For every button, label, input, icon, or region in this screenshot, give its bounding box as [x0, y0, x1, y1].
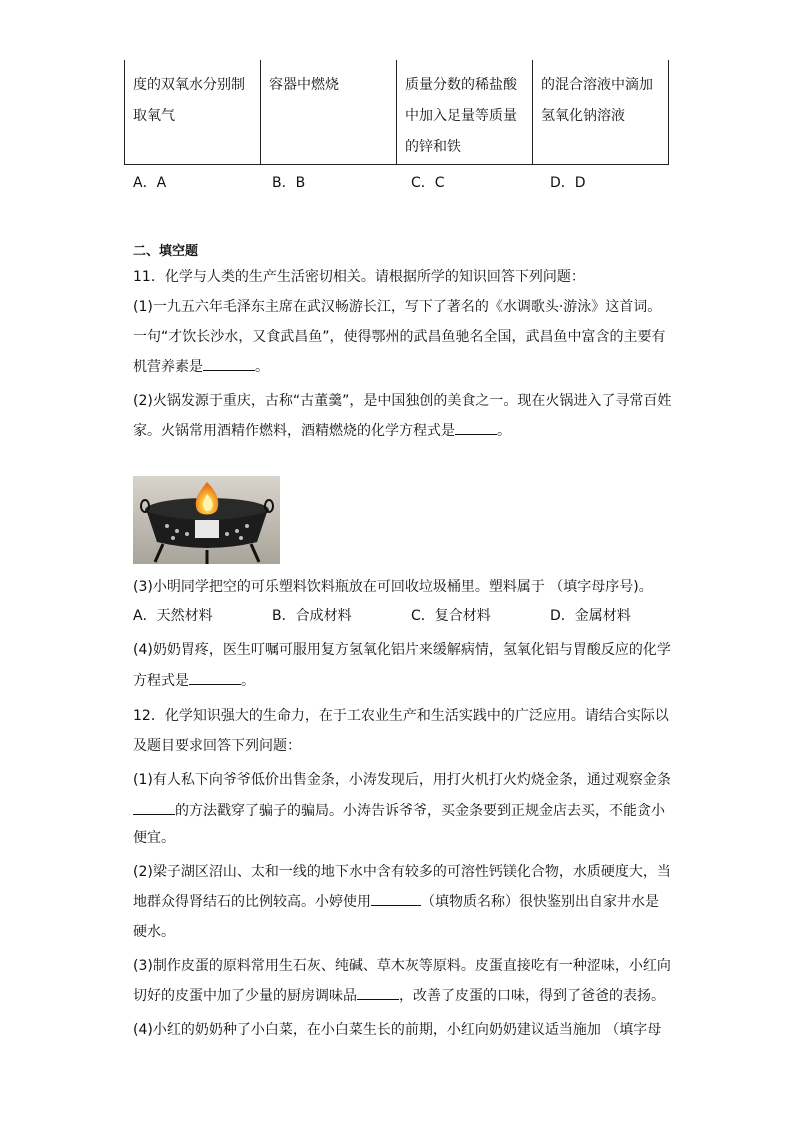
cell-line: 氢氧化钠溶液 [541, 108, 625, 124]
q12-p2-line3: 硬水。 [133, 924, 175, 940]
q11-p2-line2 [133, 416, 665, 446]
cell-line: 取氧气 [133, 108, 175, 124]
q12-p2-line2 [133, 887, 665, 917]
option-c[interactable]: C．C [411, 175, 445, 191]
options-table [124, 60, 669, 165]
q11-p4-line1: (4)奶奶胃疼，医生叮嘱可服用复方氢氧化铝片来缓解病情，氢氧化铝与胃酸反应的化学 [133, 642, 671, 658]
q11-p1-line2: 一句“才饮长沙水，又食武昌鱼”，使得鄂州的武昌鱼驰名全国，武昌鱼中富含的主要有 [133, 329, 666, 345]
cell-line: 的锌和铁 [405, 139, 461, 155]
q12-p3-line2 [133, 981, 665, 1011]
choice-b[interactable]: B．合成材料 [272, 608, 352, 624]
cell-line: 中加入足量等质量 [405, 108, 517, 124]
q12-p2-line1: (2)梁子湖区沼山、太和一线的地下水中含有较多的可溶性钙镁化合物，水质硬度大，当 [133, 864, 671, 880]
choice-a[interactable]: A．天然材料 [133, 608, 213, 624]
text: ，改善了皮蛋的口味，得到了爸爸的表扬。 [399, 988, 665, 1004]
table-cell-d [533, 60, 669, 165]
fire-pit-image [133, 476, 280, 564]
section-title: 二、填空题 [133, 244, 199, 259]
q11-p2-line1: (2)火锅发源于重庆，古称“古董羹”，是中国独创的美食之一。现在火锅进入了寻常百姓 [133, 393, 672, 409]
answer-blank[interactable] [357, 985, 399, 1000]
text: （填物质名称）很快鉴别出自家井水是 [421, 894, 659, 910]
option-a[interactable]: A．A [133, 175, 167, 191]
text: 地群众得肾结石的比例较高。小婷使用 [133, 894, 371, 910]
text: 方程式是 [133, 673, 189, 689]
q12-stem-line1: 12．化学知识强大的生命力，在于工农业生产和生活实践中的广泛应用。请结合实际以 [133, 708, 669, 724]
q12-p3-line1: (3)制作皮蛋的原料常用生石灰、纯碱、草木灰等原料。皮蛋直接吃有一种涩味，小红向 [133, 958, 671, 974]
table-cell-c [397, 60, 533, 165]
option-d[interactable]: D．D [550, 175, 586, 191]
option-b[interactable]: B．B [272, 175, 306, 191]
text: 的方法戳穿了骗子的骗局。小涛告诉爷爷，买金条要到正规金店去买，不能贪小 [175, 803, 665, 819]
q12-stem-line2: 及题目要求回答下列问题： [133, 738, 301, 754]
text: 切好的皮蛋中加了少量的厨房调味品 [133, 988, 357, 1004]
answer-blank[interactable] [189, 670, 241, 685]
choice-c[interactable]: C．复合材料 [411, 608, 491, 624]
answer-blank[interactable] [133, 800, 175, 815]
q12-p1-line1: (1)有人私下向爷爷低价出售金条，小涛发现后，用打火机打火灼烧金条，通过观察金条 [133, 772, 671, 788]
table-cell-b [261, 60, 397, 165]
text: 机营养素是 [133, 359, 203, 375]
q11-p1-line1: (1)一九五六年毛泽东主席在武汉畅游长江，写下了著名的《水调歌头·游泳》这首词。 [133, 299, 662, 315]
cell-line: 的混合溶液中滴加 [541, 77, 653, 93]
answer-blank[interactable] [203, 356, 255, 371]
q11-choices [133, 605, 631, 625]
table-row [125, 60, 669, 165]
answer-options [133, 172, 693, 192]
text: 。 [241, 673, 255, 689]
cell-line: 容器中燃烧 [269, 77, 339, 93]
cell-line: 度的双氧水分别制 [133, 77, 245, 93]
text: 。 [497, 423, 511, 439]
table-cell-a [125, 60, 261, 165]
q11-p3: (3)小明同学把空的可乐塑料饮料瓶放在可回收垃圾桶里。塑料属于 （填字母序号)。 [133, 579, 653, 595]
q12-p1-line2 [133, 796, 665, 826]
text: 。 [255, 359, 269, 375]
q11-p4-line2 [133, 666, 665, 696]
choice-d[interactable]: D．金属材料 [550, 608, 631, 624]
text: 家。火锅常用酒精作燃料，酒精燃烧的化学方程式是 [133, 423, 455, 439]
answer-blank[interactable] [371, 891, 421, 906]
q11-p1-line3 [133, 352, 665, 382]
q12-p4-line1: (4)小红的奶奶种了小白菜，在小白菜生长的前期，小红向奶奶建议适当施加 （填字母 [133, 1022, 662, 1038]
q11-stem: 11．化学与人类的生产生活密切相关。请根据所学的知识回答下列问题： [133, 269, 585, 285]
answer-blank[interactable] [455, 420, 497, 435]
cell-line: 质量分数的稀盐酸 [405, 77, 517, 93]
q12-p1-line3: 便宜。 [133, 830, 175, 846]
